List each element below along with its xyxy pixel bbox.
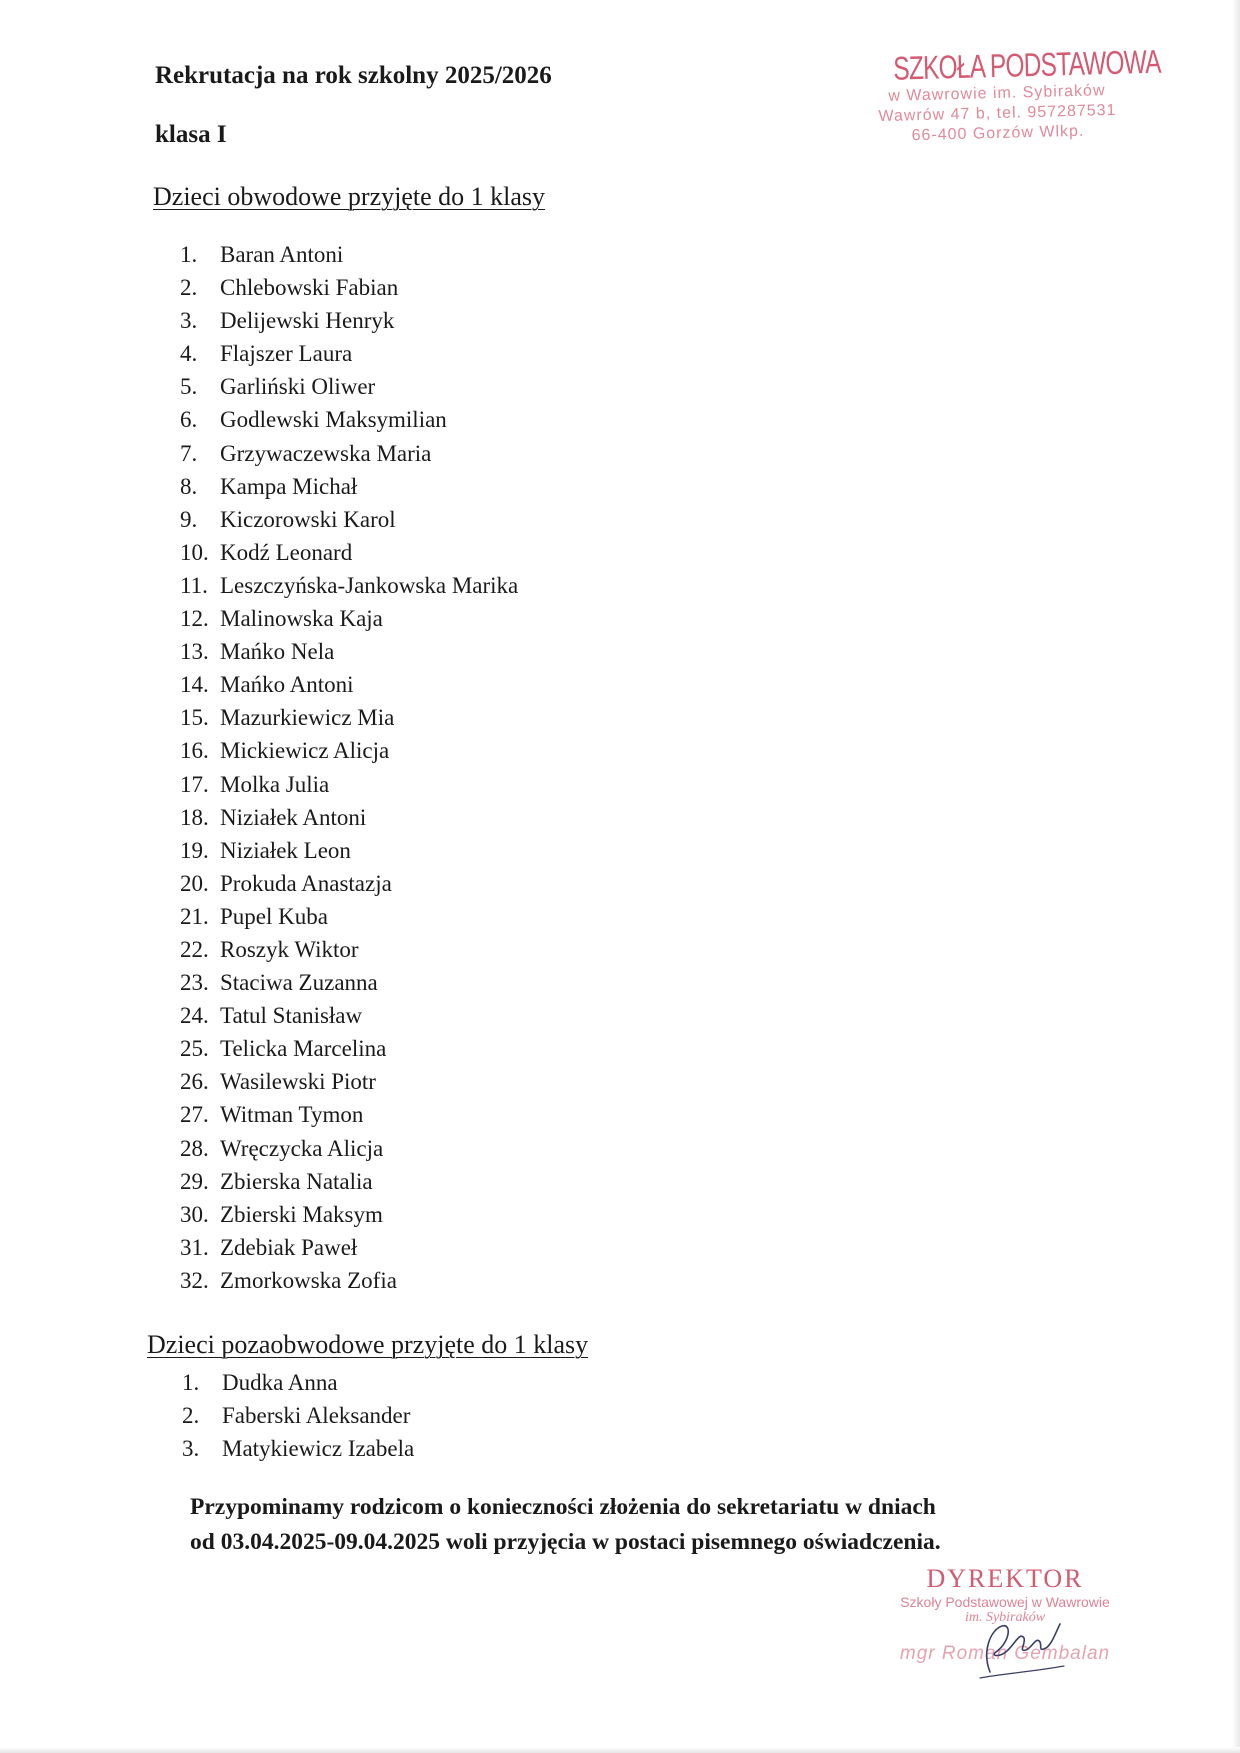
list-item-name: Zbierski Maksym (220, 1201, 383, 1227)
list-item-name: Godlewski Maksymilian (220, 407, 447, 433)
list-item (180, 933, 518, 966)
signature-icon (960, 1612, 1070, 1682)
list-item-name: Grzywaczewska Maria (220, 440, 432, 466)
class-label: klasa I (155, 121, 227, 148)
list-item-number: 1. (182, 1370, 200, 1395)
list-item-number: 3. (182, 1436, 200, 1461)
page-title: Rekrutacja na rok szkolny 2025/2026 (155, 62, 552, 89)
list-item (180, 569, 518, 602)
list-item (180, 867, 518, 900)
list-item-name: Faberski Aleksander (222, 1403, 411, 1428)
list-item-number: 2. (182, 1403, 200, 1428)
list-item-name: Garliński Oliwer (220, 374, 376, 400)
list-item (180, 271, 518, 304)
list-item-number: 5. (180, 374, 198, 400)
list-item-number: 19. (180, 837, 209, 863)
list-item-number: 26. (180, 1069, 209, 1095)
director-stamp-title: DYREKTOR (926, 1564, 1084, 1593)
school-stamp-line: w Wawrowie im. Sybiraków (888, 82, 1106, 106)
list-item (180, 1032, 518, 1065)
list-item-number: 9. (180, 506, 198, 532)
list-item-name: Matykiewicz Izabela (222, 1436, 415, 1461)
list-item-name: Tatul Stanisław (220, 1003, 363, 1029)
list-item (180, 900, 518, 933)
page-edge-bottom (0, 1747, 1240, 1753)
list-item-number: 10. (180, 539, 209, 565)
in-district-list (180, 238, 518, 1297)
list-item-name: Niziałek Antoni (220, 804, 367, 830)
list-item-name: Mańko Antoni (220, 672, 354, 698)
out-of-district-list (182, 1366, 414, 1465)
list-item-number: 27. (180, 1102, 209, 1128)
list-item-number: 13. (180, 639, 209, 665)
list-item-name: Kampa Michał (220, 473, 358, 499)
list-item-name: Wręczycka Alicja (220, 1135, 384, 1161)
list-item-name: Prokuda Anastazja (220, 870, 392, 896)
list-item (180, 768, 518, 801)
list-item (180, 1132, 518, 1165)
list-item (180, 602, 518, 635)
list-item-number: 14. (180, 672, 209, 698)
list-item-number: 18. (180, 804, 209, 830)
list-item (180, 734, 518, 767)
school-stamp-line: Wawrów 47 b, tel. 957287531 (878, 102, 1117, 126)
list-item-number: 2. (180, 275, 198, 301)
list-item-name: Chlebowski Fabian (220, 275, 399, 301)
list-item-name: Malinowska Kaja (220, 606, 383, 632)
list-item (180, 834, 518, 867)
page-edge (1232, 0, 1240, 1753)
list-item-number: 6. (180, 407, 198, 433)
list-item-name: Roszyk Wiktor (220, 936, 359, 962)
list-item-name: Witman Tymon (220, 1102, 364, 1128)
list-item-number: 22. (180, 936, 209, 962)
section-heading-in-district: Dzieci obwodowe przyjęte do 1 klasy (153, 182, 546, 211)
list-item-number: 7. (180, 440, 198, 466)
list-item-number: 15. (180, 705, 209, 731)
list-item-name: Zbierska Natalia (220, 1168, 373, 1194)
reminder-line: od 03.04.2025-09.04.2025 woli przyjęcia w postaci pisemnego oświadczenia. (190, 1529, 941, 1555)
list-item-number: 17. (180, 771, 209, 797)
reminder-line: Przypominamy rodzicom o konieczności złożenia do sekretariatu w dniach (190, 1494, 936, 1520)
list-item-number: 25. (180, 1036, 209, 1062)
list-item-name: Niziałek Leon (220, 837, 351, 863)
list-item-name: Leszczyńska-Jankowska Marika (220, 572, 519, 598)
list-item-name: Zmorkowska Zofia (220, 1267, 397, 1293)
list-item (180, 1098, 518, 1131)
list-item-name: Molka Julia (220, 771, 330, 797)
reminder-note (190, 1490, 1120, 1560)
list-item-name: Pupel Kuba (220, 903, 328, 929)
list-item (180, 1264, 518, 1297)
list-item (180, 536, 518, 569)
list-item (180, 470, 518, 503)
list-item-name: Staciwa Zuzanna (220, 970, 378, 996)
list-item-name: Kiczorowski Karol (220, 506, 396, 532)
section-heading-out-of-district: Dzieci pozaobwodowe przyjęte do 1 klasy (147, 1330, 589, 1359)
director-name: mgr Roman Gembalan (899, 1643, 1111, 1665)
school-stamp-title: SZKOŁA PODSTAWOWA (892, 42, 1162, 87)
list-item (182, 1399, 414, 1432)
list-item (180, 304, 518, 337)
director-stamp-line: im. Sybiraków (964, 1610, 1046, 1626)
list-item-name: Delijewski Henryk (220, 308, 395, 334)
list-item-number: 12. (180, 606, 209, 632)
list-item (180, 238, 518, 271)
list-item-name: Dudka Anna (222, 1370, 338, 1395)
list-item-name: Mickiewicz Alicja (220, 738, 390, 764)
list-item (180, 966, 518, 999)
list-item-number: 1. (180, 242, 198, 267)
list-item-name: Zdebiak Paweł (220, 1234, 358, 1260)
list-item-name: Mańko Nela (220, 639, 335, 665)
list-item (180, 437, 518, 470)
list-item (180, 337, 518, 370)
list-item-name: Wasilewski Piotr (220, 1069, 376, 1095)
list-item (180, 635, 518, 668)
list-item-number: 8. (180, 473, 198, 499)
list-item (180, 503, 518, 536)
school-stamp (857, 42, 1162, 148)
list-item (180, 1198, 518, 1231)
list-item-name: Flajszer Laura (220, 341, 353, 367)
list-item-number: 11. (180, 572, 208, 598)
list-item-name: Baran Antoni (220, 242, 344, 267)
list-item (180, 701, 518, 734)
list-item-number: 28. (180, 1135, 209, 1161)
list-item-name: Mazurkiewicz Mia (220, 705, 395, 731)
list-item-name: Kodź Leonard (220, 539, 353, 565)
list-item-number: 16. (180, 738, 209, 764)
list-item-number: 3. (180, 308, 198, 334)
list-item-number: 31. (180, 1234, 209, 1260)
list-item-number: 24. (180, 1003, 209, 1029)
list-item-name: Telicka Marcelina (220, 1036, 387, 1062)
list-item-number: 21. (180, 903, 209, 929)
list-item (180, 801, 518, 834)
school-stamp-line: 66-400 Gorzów Wlkp. (911, 123, 1085, 145)
list-item (180, 999, 518, 1032)
list-item-number: 29. (180, 1168, 209, 1194)
list-item (180, 668, 518, 701)
list-item (180, 1165, 518, 1198)
list-item-number: 4. (180, 341, 198, 367)
list-item (182, 1366, 414, 1399)
list-item (180, 370, 518, 403)
director-stamp-line: Szkoły Podstawowej w Wawrowie (900, 1593, 1110, 1610)
list-item (180, 1065, 518, 1098)
list-item-number: 20. (180, 870, 209, 896)
list-item-number: 30. (180, 1201, 209, 1227)
list-item-number: 23. (180, 970, 209, 996)
list-item (180, 1231, 518, 1264)
list-item (182, 1432, 414, 1465)
list-item-number: 32. (180, 1267, 209, 1293)
list-item (180, 403, 518, 436)
